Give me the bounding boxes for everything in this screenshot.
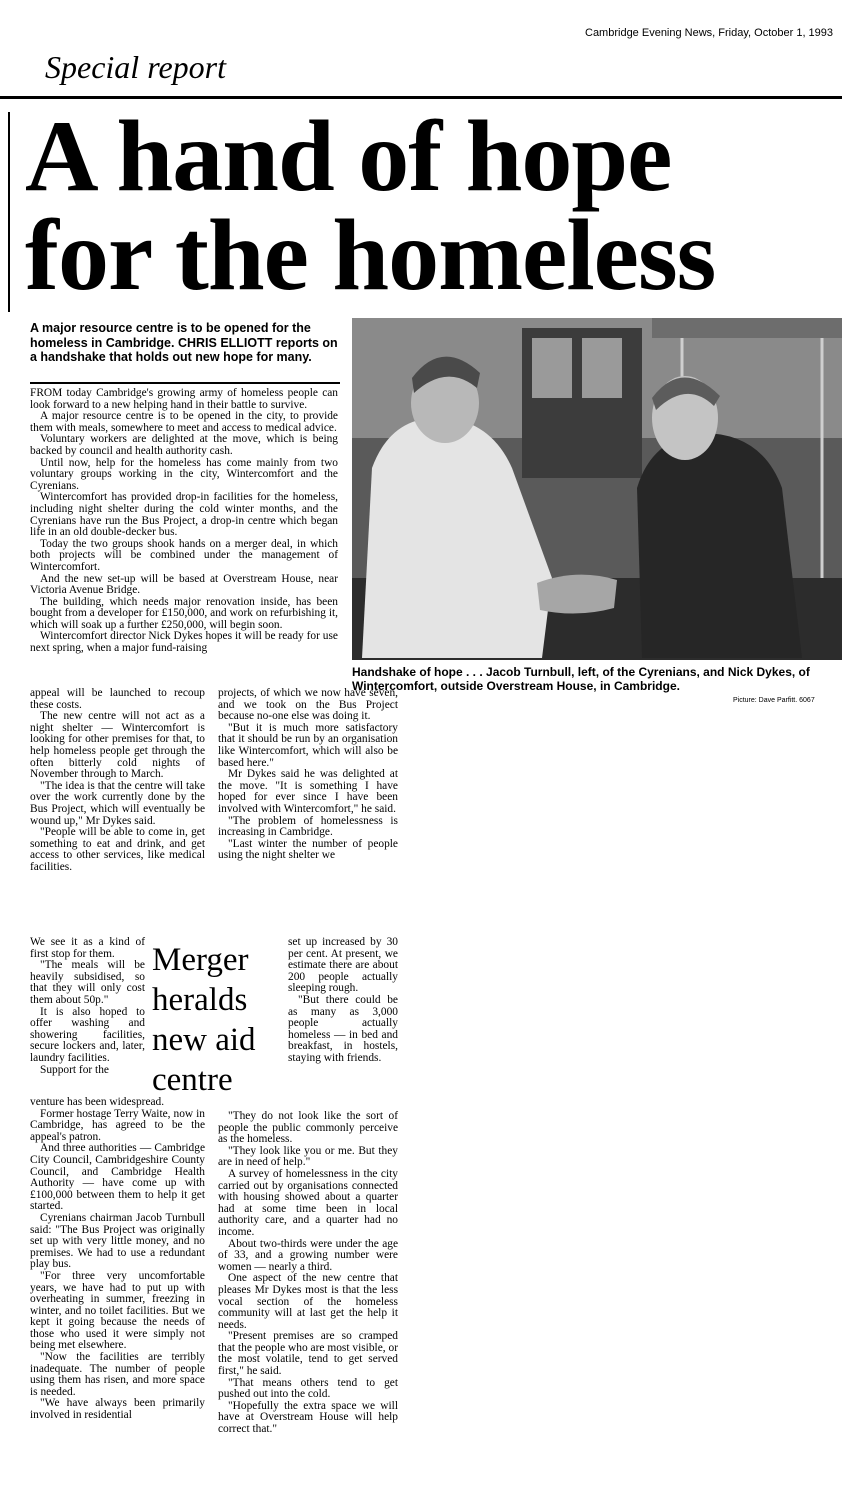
paragraph: The building, which needs major renovation inside, has been bought from a developer for £150,000, and work on refurbishing it, which will soak up a further £250,000, will begin soon. [30, 595, 338, 631]
standfirst-rule [30, 382, 340, 384]
headline-line-2: for the homeless [25, 199, 716, 312]
paragraph: A major resource centre is to be opened in the city, to provide them with meals, somewhere to meet and access to medical advice. [30, 410, 338, 434]
paragraph: "Now the facilities are terribly inadequate. The number of people using them has risen, and more space is needed. [30, 1351, 205, 1398]
body-column-2-narrow [288, 937, 398, 1065]
paragraph: "But it is much more satisfactory that it should be run by an organisation like Wintercomfort, which will also be based here." [218, 721, 398, 769]
paragraph: Cyrenians chairman Jacob Turnbull said: "The Bus Project was originally set up with very little money, and no premises. We had to use a redundant play bus. [30, 1211, 205, 1271]
paragraph: "They look like you or me. But they are in need of help." [218, 1144, 398, 1169]
paragraph: "But there could be as many as 3,000 people actually homeless — in bed and breakfast, in hostels, staying with friends. [288, 993, 398, 1064]
paragraph: venture has been widespread. [30, 1096, 165, 1108]
paragraph: Wintercomfort has provided drop-in facilities for the homeless, including night shelter during the cold winter months, and the Cyrenians have run the Bus Project, a drop-in centre which began life in an old double-decker bus. [30, 491, 338, 539]
handshake-photo-image [352, 318, 842, 660]
paragraph: "Last winter the number of people using the night shelter we [218, 837, 398, 862]
header-rule [0, 96, 842, 99]
body-column-1 [30, 688, 205, 874]
paragraph: About two-thirds were under the age of 33, and a growing number were women — nearly a third. [218, 1237, 398, 1273]
body-column-2-bottom [218, 1111, 398, 1436]
body-column-1-top [30, 388, 338, 655]
paragraph: "The idea is that the centre will take over the work currently done by the Bus Project, which will eventually be wound up," Mr Dykes said. [30, 779, 205, 827]
paragraph: "The meals will be heavily subsidised, so that they will only cost them about 50p." [30, 959, 145, 1006]
paragraph: set up increased by 30 per cent. At present, we estimate there are about 200 people actually sleeping rough. [288, 936, 398, 995]
photo-caption: Handshake of hope . . . Jacob Turnbull, left, of the Cyrenians, and Nick Dykes, of Wintercomfort, outside Overstream House, in Cambridge. [352, 665, 810, 693]
paragraph: Until now, help for the homeless has come mainly from two voluntary groups working in the city, Wintercomfort and the Cyrenians. [30, 456, 338, 492]
publication-line: Cambridge Evening News, Friday, October 1, 1993 [585, 27, 834, 39]
section-label: Special report [45, 49, 226, 85]
body-column-2 [218, 688, 398, 862]
paragraph: The new centre will not act as a night shelter — Wintercomfort is looking for other premises for that, to help homeless people get through the often bitterly cold nights of November through to March. [30, 710, 205, 781]
paragraph: And three authorities — Cambridge City Council, Cambridgeshire County Council, and Cambridge Health Authority — have come up with £100,000 between them to help it get started. [30, 1142, 205, 1213]
paragraph: Mr Dykes said he was delighted at the move. "It is something I have hoped for ever since I have been involved with Wintercomfort," he said. [218, 768, 398, 815]
body-column-1-bottom [30, 1097, 205, 1422]
paragraph: "That means others tend to get pushed out into the cold. [218, 1376, 398, 1401]
paragraph: "People will be able to come in, get something to eat and drink, and get access to other services, like medical facilities. [30, 826, 205, 873]
paragraph: Wintercomfort director Nick Dykes hopes it will be ready for use next spring, when a major fund-raising [30, 630, 338, 655]
paragraph: "They do not look like the sort of people the public commonly perceive as the homeless. [218, 1110, 398, 1146]
paragraph: "Hopefully the extra space we will have at Overstream House will help correct that." [218, 1399, 398, 1436]
paragraph: projects, of which we now have seven, and we took on the Bus Project because no-one else was doing it. [218, 687, 398, 723]
paragraph: Support for the [40, 1063, 109, 1076]
standfirst: A major resource centre is to be opened for the homeless in Cambridge. CHRIS ELLIOTT reports on a handshake that holds out new hope for many. [30, 321, 338, 364]
paragraph: "We have always been primarily involved in residential [30, 1397, 205, 1422]
headline-line-1: A hand of hope [25, 100, 672, 213]
subhead: Merger heralds new aid centre [152, 942, 256, 1098]
paragraph: One aspect of the new centre that pleases Mr Dykes most is that the less vocal section of the homeless community will at last get the help it needs. [218, 1272, 398, 1331]
paragraph: And the new set-up will be based at Overstream House, near Victoria Avenue Bridge. [30, 572, 338, 597]
paragraph: Today the two groups shook hands on a merger deal, in which both projects will be combined under the management of Wintercomfort. [30, 537, 338, 573]
paragraph: A survey of homelessness in the city carried out by organisations connected with housing showed about a quarter had at some time been in local authority care, and a quarter had no income. [218, 1167, 398, 1238]
paragraph: We see it as a kind of first stop for them. [30, 936, 145, 960]
photo-credit: Picture: Dave Parfitt. 6067 [733, 697, 815, 704]
body-column-1-narrow [30, 937, 145, 1076]
paragraph: It is also hoped to offer washing and showering facilities, secure lockers and, later, laundry facilities. [30, 1005, 145, 1064]
paragraph: appeal will be launched to recoup these costs. [30, 687, 205, 711]
paragraph: "The problem of homelessness is increasing in Cambridge. [218, 814, 398, 839]
paragraph: Voluntary workers are delighted at the move, which is being backed by council and health authority cash. [30, 433, 338, 457]
handshake-photo [352, 318, 842, 660]
paragraph: Former hostage Terry Waite, now in Cambridge, has agreed to be the appeal's patron. [30, 1107, 205, 1143]
paragraph: "For three very uncomfortable years, we have had to put up with overheating in summer, freezing in winter, and no toilet facilities. But we kept it going because the needs of those who used it were simply not being met elsewhere. [30, 1269, 205, 1352]
left-rule [8, 112, 10, 312]
paragraph: FROM today Cambridge's growing army of homeless people can look forward to a new helping hand in their battle to survive. [30, 387, 338, 411]
paragraph: "Present premises are so cramped that the people who are most visible, or the most volatile, tend to get served first," he said. [218, 1330, 398, 1378]
